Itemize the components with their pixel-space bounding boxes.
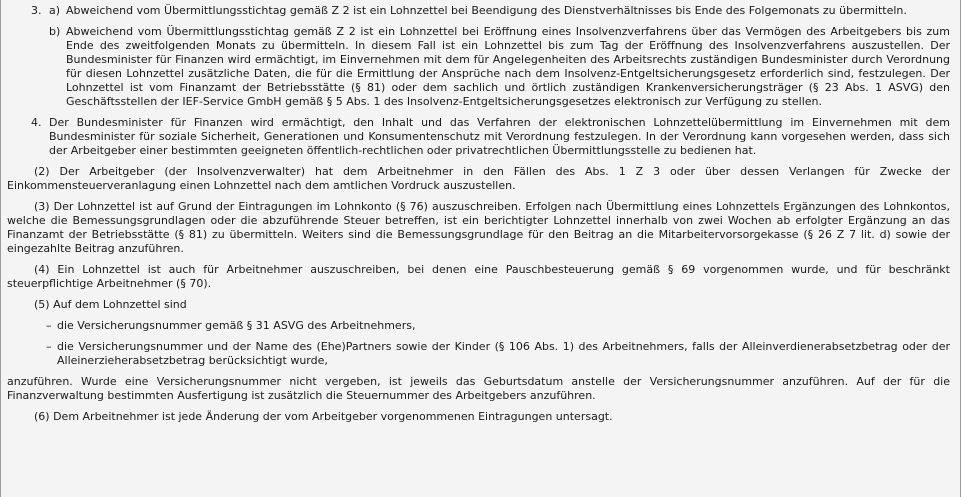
paragraph-abs5-continuation: anzuführen. Wurde eine Versicherungsnummer nicht vergeben, ist jeweils das Geburtsdatum anstelle der Versicherungsnummer anzuführen. Auf der für die Finanzverwaltung bestimmten Ausfertigung ist zusätzlich die Steuernummer des Arbeitgebers anzuführen. [7, 375, 950, 402]
dash-list-item-2 [7, 340, 950, 368]
dash-marker: – [46, 319, 52, 332]
item-letter-b: b) [49, 25, 61, 38]
item-4-text: Der Bundesminister für Finanzen wird ermächtigt, den Inhalt und das Verfahren der elektronischen Lohnzettelübermittlung im Einvernehmen mit dem Bundesminister für soziale Sicherheit, Generationen und Konsumentenschutz mit Verordnung festzulegen. In der Verordnung kann vorgesehen werden, dass sich der Arbeitgeber einer bestimmten geeigneten öffentlich-rechtlichen oder privatrechtlichen Übermittlungsstelle zu bedienen hat. [49, 116, 950, 157]
list-item-4 [7, 116, 950, 158]
list-item-3a [7, 4, 950, 18]
dash-item-1-text: die Versicherungsnummer gemäß § 31 ASVG des Arbeitnehmers, [57, 319, 416, 332]
paragraph-abs4: (4) Ein Lohnzettel ist auch für Arbeitnehmer auszuschreiben, bei denen eine Pauschbesteuerung gemäß § 69 vorgenommen wurde, und für beschränkt steuerpflichtige Arbeitnehmer (§ 70). [7, 263, 950, 290]
paragraph-abs6: (6) Dem Arbeitnehmer ist jede Änderung der vom Arbeitgeber vorgenommenen Eintragungen untersagt. [34, 410, 613, 423]
list-item-3b [7, 25, 950, 109]
dash-item-2-text: die Versicherungsnummer und der Name des (Ehe)Partners sowie der Kinder (§ 106 Abs. 1) des Arbeitnehmers, falls der Alleinverdienerabsetzbetrag oder der Alleinerzieherabsetzbetrag berücksichtigt wurde, [57, 340, 950, 367]
paragraph-abs2: (2) Der Arbeitgeber (der Insolvenzverwalter) hat dem Arbeitnehmer in den Fällen des Abs. 1 Z 3 oder über dessen Verlangen für Zwecke der Einkommensteuerveranlagung einen Lohnzettel nach dem amtlichen Vordruck auszustellen. [7, 165, 950, 192]
item-number-4: 4. [31, 116, 42, 129]
item-3a-text: Abweichend vom Übermittlungsstichtag gemäß Z 2 ist ein Lohnzettel bei Beendigung des Dienstverhältnisses bis Ende des Folgemonats zu übermitteln. [66, 4, 907, 17]
item-number-3: 3. [31, 4, 42, 17]
item-3b-text: Abweichend vom Übermittlungsstichtag gemäß Z 2 ist ein Lohnzettel bei Eröffnung eines Insolvenzverfahrens über das Vermögen des Arbeitgebers bis zum Ende des zweitfolgenden Monats zu übermitteln. In diesem Fall ist ein Lohnzettel bis zum Tag der Eröffnung des Insolvenzverfahrens auszustellen. Der Bundesminister für Finanzen wird ermächtigt, im Einvernehmen mit dem für Angelegenheiten des Arbeitsrechts zuständigen Bundesminister durch Verordnung für diesen Lohnzettel zusätzliche Daten, die für die Ermittlung der Ansprüche nach dem Insolvenz-Entgeltsicherungsgesetz erforderlich sind, festzulegen. Der Lohnzettel ist vom Finanzamt der Betriebsstätte (§ 81) oder dem sachlich und örtlich zuständigen Krankenversicherungsträger (§ 23 Abs. 1 ASVG) den Geschäftsstellen der IEF-Service GmbH gemäß § 5 Abs. 1 des Insolvenz-Entgeltsicherungsgesetzes elektronisch zur Verfügung zu stellen. [66, 25, 950, 108]
dash-marker: – [46, 340, 52, 353]
item-letter-a: a) [49, 4, 61, 17]
dash-list-item-1 [7, 319, 950, 333]
paragraph-abs3: (3) Der Lohnzettel ist auf Grund der Eintragungen im Lohnkonto (§ 76) auszuschreiben. Erfolgen nach Übermittlung eines Lohnzettels Ergänzungen des Lohnkontos, welche die Bemessungsgrundlagen oder die abzuführende Steuer betreffen, ist ein berichtigter Lohnzettel innerhalb von zwei Wochen ab erfolgter Ergänzung an das Finanzamt der Betriebsstätte (§ 81) zu übermitteln. Weiters sind die Bemessungsgrundlage für den Beitrag an die Mitarbeitervorsorgekasse (§ 26 Z 7 lit. d) sowie der eingezahlte Beitrag anzuführen. [7, 200, 950, 255]
paragraph-abs5-intro: (5) Auf dem Lohnzettel sind [34, 298, 187, 311]
